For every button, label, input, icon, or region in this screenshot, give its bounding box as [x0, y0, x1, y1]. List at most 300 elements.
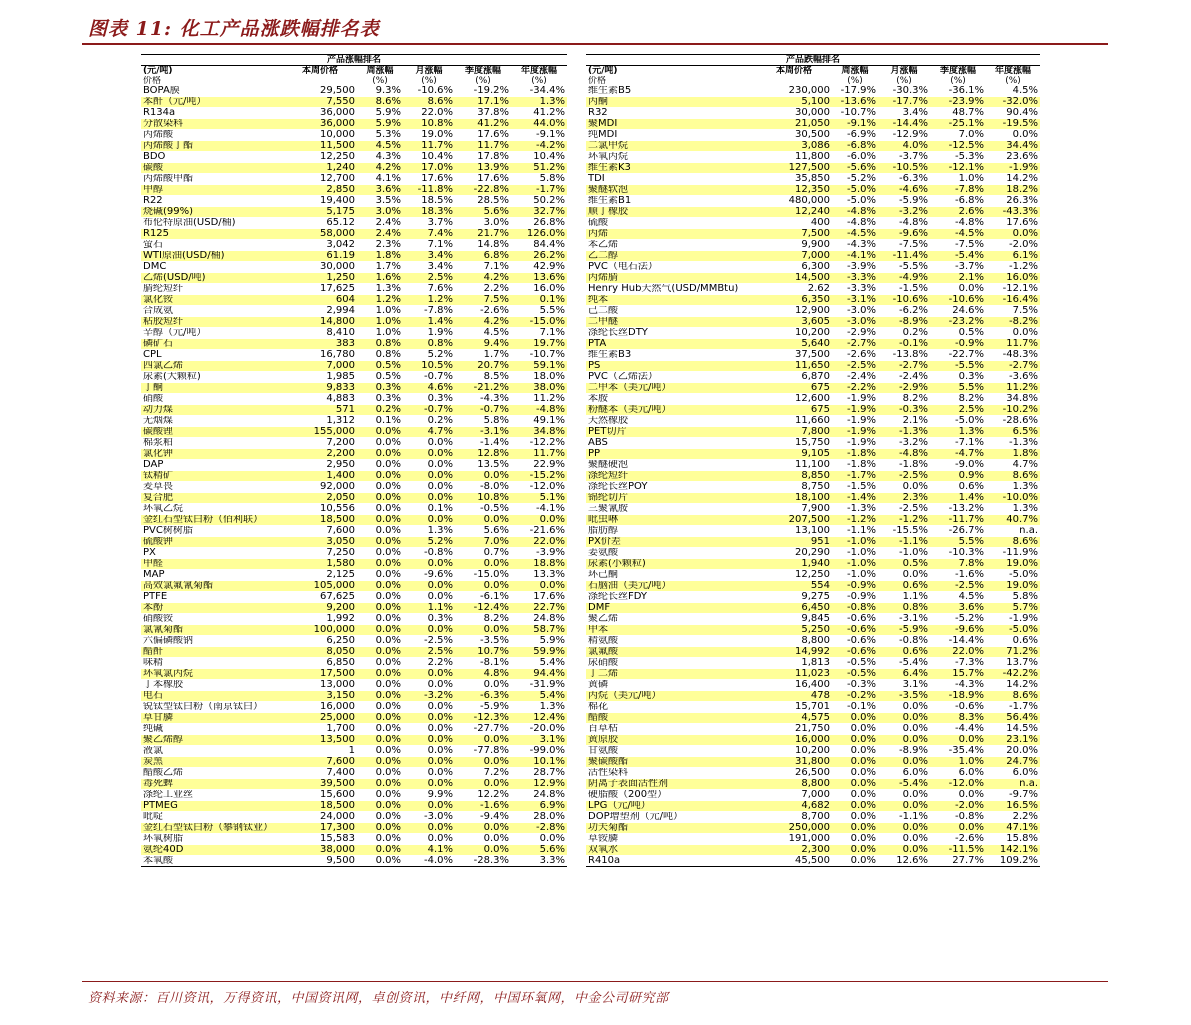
- product-name: 硝酸铵: [141, 614, 283, 625]
- week-change: 5.3%: [357, 130, 403, 141]
- table-row: [586, 548, 1040, 559]
- year-change: 0.6%: [986, 636, 1040, 647]
- quarter-change: -0.7%: [455, 405, 511, 416]
- quarter-change: 14.8%: [455, 240, 511, 251]
- week-change: 0.0%: [832, 812, 878, 823]
- month-change: 0.6%: [878, 647, 930, 658]
- product-name: 涤纶短纤: [586, 471, 756, 482]
- table-row: [141, 438, 567, 449]
- weekly-price: 3,086: [756, 141, 832, 152]
- unit-label: (%): [930, 76, 986, 86]
- weekly-price: 67,625: [283, 592, 357, 603]
- quarter-change: 12.2%: [455, 790, 511, 801]
- weekly-price: 39,500: [283, 779, 357, 790]
- product-name: 三聚氰胺: [586, 504, 756, 515]
- month-change: 0.0%: [878, 801, 930, 812]
- week-change: 0.0%: [357, 570, 403, 581]
- product-name: 棉浆粕: [141, 438, 283, 449]
- quarter-change: -5.2%: [930, 614, 986, 625]
- month-change: 0.0%: [403, 779, 455, 790]
- column-header: 本周价格: [283, 66, 357, 77]
- week-change: 3.6%: [357, 185, 403, 196]
- table-row: [586, 196, 1040, 207]
- product-name: 顺丁橡胶: [586, 207, 756, 218]
- weekly-price: 8,410: [283, 328, 357, 339]
- month-change: 1.3%: [403, 526, 455, 537]
- product-name: 吡虫啉: [586, 515, 756, 526]
- year-change: -1.9%: [986, 614, 1040, 625]
- quarter-change: -15.0%: [455, 570, 511, 581]
- month-change: -17.7%: [878, 97, 930, 108]
- quarter-change: 8.2%: [455, 614, 511, 625]
- week-change: 0.0%: [357, 636, 403, 647]
- year-change: 16.5%: [986, 801, 1040, 812]
- quarter-change: -1.4%: [455, 438, 511, 449]
- weekly-price: 2,125: [283, 570, 357, 581]
- table-row: [141, 295, 567, 306]
- product-name: PVC（电石法）: [586, 262, 756, 273]
- month-change: -2.9%: [878, 383, 930, 394]
- week-change: 1.3%: [357, 284, 403, 295]
- table-row: [141, 669, 567, 680]
- year-change: 23.6%: [986, 152, 1040, 163]
- year-change: -2.8%: [511, 823, 567, 834]
- week-change: -2.4%: [832, 372, 878, 383]
- unit-row: [141, 76, 567, 86]
- month-change: -3.5%: [878, 691, 930, 702]
- table-row: [141, 482, 567, 493]
- product-name: 麦草畏: [141, 482, 283, 493]
- month-change: 17.6%: [403, 174, 455, 185]
- month-change: 0.0%: [878, 482, 930, 493]
- weekly-price: 30,000: [283, 262, 357, 273]
- month-change: 0.0%: [403, 625, 455, 636]
- month-change: 2.2%: [403, 658, 455, 669]
- quarter-change: -12.0%: [930, 779, 986, 790]
- month-change: 0.0%: [878, 702, 930, 713]
- week-change: -3.9%: [832, 262, 878, 273]
- quarter-change: 10.7%: [455, 647, 511, 658]
- month-change: -11.4%: [878, 251, 930, 262]
- quarter-change: 8.5%: [455, 372, 511, 383]
- month-change: 0.0%: [403, 746, 455, 757]
- table-row: [586, 295, 1040, 306]
- product-name: 纯苯: [586, 295, 756, 306]
- year-change: 16.0%: [511, 284, 567, 295]
- quarter-change: -0.8%: [930, 812, 986, 823]
- month-change: 3.4%: [403, 262, 455, 273]
- product-name: 液氯: [141, 746, 283, 757]
- weekly-price: 5,175: [283, 207, 357, 218]
- product-name: 维生素B3: [586, 350, 756, 361]
- month-change: 10.5%: [403, 361, 455, 372]
- quarter-change: 17.1%: [455, 97, 511, 108]
- year-change: 5.1%: [511, 493, 567, 504]
- year-change: -8.2%: [986, 317, 1040, 328]
- weekly-price: 12,240: [756, 207, 832, 218]
- quarter-change: 2.1%: [930, 273, 986, 284]
- month-change: 1.9%: [403, 328, 455, 339]
- table-row: [586, 251, 1040, 262]
- year-change: 6.9%: [511, 801, 567, 812]
- quarter-change: -9.4%: [455, 812, 511, 823]
- year-change: 12.9%: [511, 779, 567, 790]
- year-change: 24.8%: [511, 614, 567, 625]
- month-change: 7.1%: [403, 240, 455, 251]
- product-name: LPG（元/吨）: [586, 801, 756, 812]
- quarter-change: 17.6%: [455, 174, 511, 185]
- week-change: 0.0%: [357, 504, 403, 515]
- product-name: 甘氨酸: [586, 746, 756, 757]
- table-row: [141, 306, 567, 317]
- year-change: -12.2%: [511, 438, 567, 449]
- week-change: -0.3%: [832, 680, 878, 691]
- week-change: 4.1%: [357, 174, 403, 185]
- year-change: 1.3%: [511, 702, 567, 713]
- month-change: 0.8%: [878, 603, 930, 614]
- year-change: -16.4%: [986, 295, 1040, 306]
- week-change: 3.0%: [357, 207, 403, 218]
- month-change: -4.6%: [878, 185, 930, 196]
- year-change: 13.7%: [986, 658, 1040, 669]
- column-header: 月涨幅: [878, 66, 930, 77]
- year-change: 19.0%: [986, 581, 1040, 592]
- quarter-change: -6.1%: [455, 592, 511, 603]
- weekly-price: 554: [756, 581, 832, 592]
- month-change: -5.4%: [878, 779, 930, 790]
- month-change: -2.5%: [403, 636, 455, 647]
- quarter-change: -5.5%: [930, 361, 986, 372]
- year-change: n.a.: [986, 526, 1040, 537]
- product-name: 丙烯酸: [141, 130, 283, 141]
- week-change: 0.3%: [357, 394, 403, 405]
- year-change: 22.0%: [511, 537, 567, 548]
- product-name: 电石: [141, 691, 283, 702]
- quarter-change: -4.3%: [455, 394, 511, 405]
- table-row: [141, 471, 567, 482]
- table-row: [141, 174, 567, 185]
- table-row: [586, 570, 1040, 581]
- week-change: 0.0%: [357, 537, 403, 548]
- product-name: 涤纶长丝FDY: [586, 592, 756, 603]
- weekly-price: 31,800: [756, 757, 832, 768]
- table-row: [586, 482, 1040, 493]
- table-row: [141, 691, 567, 702]
- weekly-price: 29,500: [283, 86, 357, 97]
- week-change: 0.0%: [832, 746, 878, 757]
- quarter-change: 2.6%: [930, 207, 986, 218]
- weekly-price: 6,850: [283, 658, 357, 669]
- quarter-change: -5.4%: [930, 251, 986, 262]
- week-change: 0.0%: [357, 669, 403, 680]
- table-row: [141, 141, 567, 152]
- year-change: -2.0%: [986, 240, 1040, 251]
- unit-row: [586, 76, 1040, 86]
- quarter-change: 0.0%: [455, 515, 511, 526]
- year-change: 50.2%: [511, 196, 567, 207]
- weekly-price: 2,300: [756, 845, 832, 856]
- table-row: [141, 339, 567, 350]
- quarter-change: 0.0%: [455, 680, 511, 691]
- product-name: 活性染料: [586, 768, 756, 779]
- week-change: 0.0%: [357, 746, 403, 757]
- weekly-price: 12,250: [283, 152, 357, 163]
- quarter-change: 0.0%: [455, 559, 511, 570]
- quarter-change: -7.3%: [930, 658, 986, 669]
- quarter-change: -2.0%: [930, 801, 986, 812]
- month-change: 6.0%: [878, 768, 930, 779]
- table-row: [586, 262, 1040, 273]
- table-row: [586, 152, 1040, 163]
- product-name: 环己酮: [586, 570, 756, 581]
- quarter-change: -1.6%: [455, 801, 511, 812]
- quarter-change: 10.8%: [455, 493, 511, 504]
- month-change: -4.8%: [878, 449, 930, 460]
- weekly-price: 9,275: [756, 592, 832, 603]
- product-name: 粉醚苯（美元/吨）: [586, 405, 756, 416]
- week-change: -3.3%: [832, 284, 878, 295]
- week-change: 0.0%: [357, 713, 403, 724]
- month-change: 1.2%: [403, 295, 455, 306]
- product-name: 锦纶切片: [586, 493, 756, 504]
- weekly-price: 12,900: [756, 306, 832, 317]
- weekly-price: 14,800: [283, 317, 357, 328]
- table-row: [141, 724, 567, 735]
- week-change: -1.5%: [832, 482, 878, 493]
- weekly-price: 10,200: [756, 328, 832, 339]
- year-change: 0.0%: [511, 581, 567, 592]
- weekly-price: 675: [756, 383, 832, 394]
- quarter-change: 5.5%: [930, 383, 986, 394]
- table-row: [586, 218, 1040, 229]
- weekly-price: 2.62: [756, 284, 832, 295]
- weekly-price: 19,400: [283, 196, 357, 207]
- year-change: 1.3%: [511, 97, 567, 108]
- year-change: 8.6%: [986, 471, 1040, 482]
- year-change: -99.0%: [511, 746, 567, 757]
- weekly-price: 1,985: [283, 372, 357, 383]
- quarter-change: 22.0%: [930, 647, 986, 658]
- table-row: [141, 845, 567, 856]
- product-name: 硫酸: [586, 218, 756, 229]
- table-row: [586, 141, 1040, 152]
- quarter-change: 17.6%: [455, 130, 511, 141]
- month-change: 18.3%: [403, 207, 455, 218]
- year-change: 3.1%: [511, 735, 567, 746]
- year-change: -1.7%: [511, 185, 567, 196]
- week-change: 4.2%: [357, 163, 403, 174]
- weekly-price: 9,833: [283, 383, 357, 394]
- product-name: PVC树树脂: [141, 526, 283, 537]
- table-row: [586, 306, 1040, 317]
- week-change: 5.9%: [357, 119, 403, 130]
- year-change: 16.0%: [986, 273, 1040, 284]
- month-change: -3.0%: [403, 812, 455, 823]
- weekly-price: 11,650: [756, 361, 832, 372]
- quarter-change: 0.5%: [930, 328, 986, 339]
- week-change: -10.7%: [832, 108, 878, 119]
- year-change: 10.1%: [511, 757, 567, 768]
- quarter-change: -77.8%: [455, 746, 511, 757]
- month-change: -1.5%: [878, 284, 930, 295]
- month-change: -3.1%: [878, 614, 930, 625]
- quarter-change: 20.7%: [455, 361, 511, 372]
- table-row: [586, 691, 1040, 702]
- quarter-change: -19.2%: [455, 86, 511, 97]
- month-change: 2.3%: [878, 493, 930, 504]
- weekly-price: 7,200: [283, 438, 357, 449]
- year-change: 109.2%: [986, 856, 1040, 867]
- product-name: 丙烷（美元/吨）: [586, 691, 756, 702]
- table-row: [141, 515, 567, 526]
- weekly-price: 250,000: [756, 823, 832, 834]
- week-change: 0.2%: [357, 405, 403, 416]
- table-row: [141, 405, 567, 416]
- week-change: -5.6%: [832, 163, 878, 174]
- month-change: -1.0%: [878, 548, 930, 559]
- product-name: 氯化钾: [141, 449, 283, 460]
- year-change: 0.0%: [511, 834, 567, 845]
- year-change: 1.3%: [986, 482, 1040, 493]
- year-change: -5.0%: [986, 570, 1040, 581]
- table-row: [141, 185, 567, 196]
- quarter-change: -35.4%: [930, 746, 986, 757]
- weekly-price: 14,500: [756, 273, 832, 284]
- week-change: 1.0%: [357, 328, 403, 339]
- product-name: 氯氰菊酯: [141, 625, 283, 636]
- month-change: -7.8%: [403, 306, 455, 317]
- table-row: [141, 130, 567, 141]
- quarter-change: -13.2%: [930, 504, 986, 515]
- table-row: [586, 504, 1040, 515]
- weekly-price: 6,300: [756, 262, 832, 273]
- week-change: -1.4%: [832, 493, 878, 504]
- product-name: 毒死蜱: [141, 779, 283, 790]
- weekly-price: 12,350: [756, 185, 832, 196]
- week-change: 0.0%: [357, 460, 403, 471]
- table-row: [141, 416, 567, 427]
- weekly-price: 207,500: [756, 515, 832, 526]
- month-change: 0.0%: [403, 735, 455, 746]
- month-change: 2.5%: [403, 647, 455, 658]
- table-row: [141, 108, 567, 119]
- product-name: PTA: [586, 339, 756, 350]
- year-change: 14.5%: [986, 724, 1040, 735]
- column-header: 年度涨幅: [986, 66, 1040, 77]
- table-row: [141, 625, 567, 636]
- month-change: -2.5%: [878, 504, 930, 515]
- unit-label: [756, 76, 832, 86]
- month-change: -4.0%: [403, 856, 455, 867]
- table-row: [586, 845, 1040, 856]
- table-row: [586, 779, 1040, 790]
- year-change: 42.9%: [511, 262, 567, 273]
- product-name: 聚醚硬泡: [586, 460, 756, 471]
- week-change: 0.5%: [357, 372, 403, 383]
- table-row: [586, 702, 1040, 713]
- product-name: 碳酸锂: [141, 427, 283, 438]
- table-row: [141, 581, 567, 592]
- weekly-price: 3,605: [756, 317, 832, 328]
- year-change: 13.6%: [511, 273, 567, 284]
- week-change: 0.0%: [357, 702, 403, 713]
- quarter-change: 12.8%: [455, 449, 511, 460]
- weekly-price: 92,000: [283, 482, 357, 493]
- product-name: 脂肪醇: [586, 526, 756, 537]
- table-row: [141, 317, 567, 328]
- product-name: 锐钛型钛白粉（南京钛白）: [141, 702, 283, 713]
- product-name: 二甲苯（美元/吨）: [586, 383, 756, 394]
- table-row: [586, 394, 1040, 405]
- weekly-price: 18,500: [283, 801, 357, 812]
- week-change: -0.5%: [832, 669, 878, 680]
- table-row: [141, 746, 567, 757]
- quarter-change: -10.6%: [930, 295, 986, 306]
- week-change: 0.0%: [357, 548, 403, 559]
- quarter-change: -1.6%: [930, 570, 986, 581]
- week-change: -3.0%: [832, 317, 878, 328]
- product-name: BDO: [141, 152, 283, 163]
- product-name: 硝酸: [141, 394, 283, 405]
- month-change: 0.0%: [878, 757, 930, 768]
- month-change: -7.5%: [878, 240, 930, 251]
- weekly-price: 7,250: [283, 548, 357, 559]
- month-change: 9.9%: [403, 790, 455, 801]
- table-row: [141, 647, 567, 658]
- week-change: -0.6%: [832, 614, 878, 625]
- quarter-change: 21.7%: [455, 229, 511, 240]
- product-name: PP: [586, 449, 756, 460]
- weekly-price: 7,800: [756, 427, 832, 438]
- quarter-change: -2.6%: [930, 834, 986, 845]
- year-change: -31.9%: [511, 680, 567, 691]
- month-change: -5.9%: [878, 625, 930, 636]
- product-name: Henry Hub天然气(USD/MMBtu): [586, 284, 756, 295]
- table-row: [141, 856, 567, 867]
- quarter-change: -5.9%: [455, 702, 511, 713]
- table-row: [141, 735, 567, 746]
- table-row: [586, 163, 1040, 174]
- product-name: 四氯乙烯: [141, 361, 283, 372]
- week-change: 0.3%: [357, 383, 403, 394]
- product-name: 碳酸: [141, 163, 283, 174]
- quarter-change: -18.9%: [930, 691, 986, 702]
- quarter-change: -3.5%: [455, 636, 511, 647]
- quarter-change: -0.6%: [930, 702, 986, 713]
- column-header-row: [586, 66, 1040, 77]
- product-name: 丙烯: [586, 229, 756, 240]
- product-name: 聚MDI: [586, 119, 756, 130]
- year-change: -15.2%: [511, 471, 567, 482]
- weekly-price: 10,556: [283, 504, 357, 515]
- quarter-change: -4.3%: [930, 680, 986, 691]
- quarter-change: -11.5%: [930, 845, 986, 856]
- year-change: 84.4%: [511, 240, 567, 251]
- product-name: 味精: [141, 658, 283, 669]
- weekly-price: 17,625: [283, 284, 357, 295]
- month-change: -10.6%: [403, 86, 455, 97]
- product-name: 硫酸钾: [141, 537, 283, 548]
- week-change: -2.5%: [832, 361, 878, 372]
- weekly-price: 7,550: [283, 97, 357, 108]
- week-change: -1.1%: [832, 526, 878, 537]
- month-change: 4.6%: [403, 383, 455, 394]
- week-change: -1.0%: [832, 548, 878, 559]
- quarter-change: -3.7%: [930, 262, 986, 273]
- table-row: [141, 603, 567, 614]
- week-change: -4.3%: [832, 240, 878, 251]
- year-change: 11.2%: [511, 394, 567, 405]
